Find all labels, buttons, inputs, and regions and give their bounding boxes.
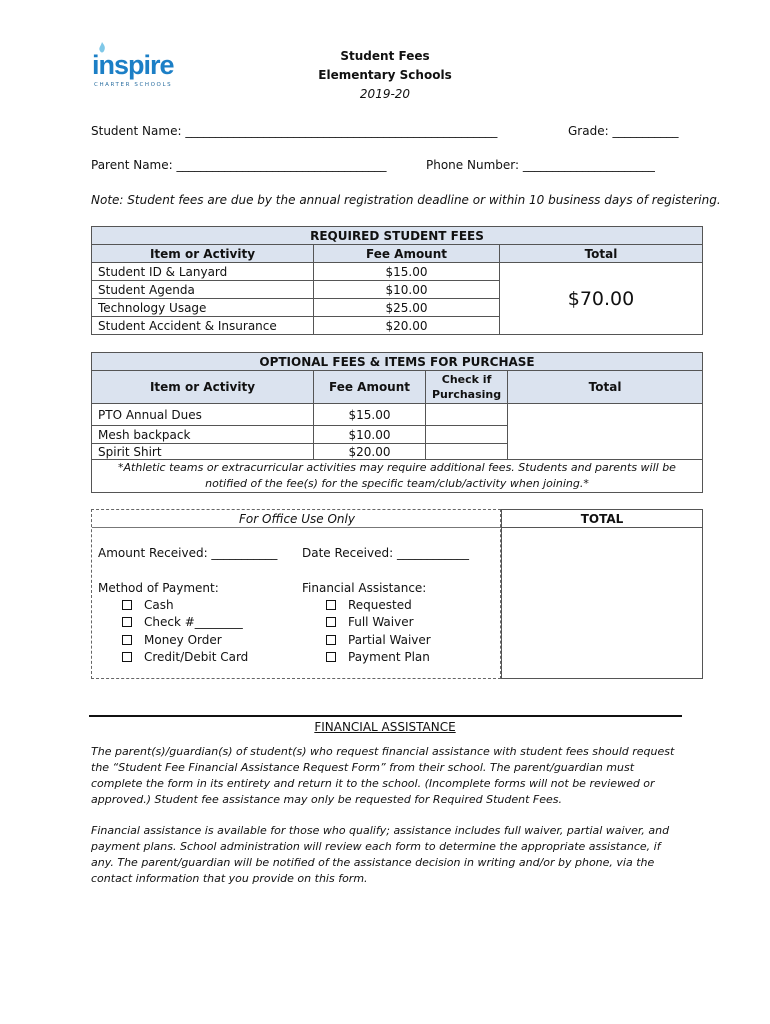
- athletics-footnote: *Athletic teams or extracurricular activities may require additional fees. Students and parents will be notified of the fee(s) for the specific team/club/activity when joining.*: [92, 460, 703, 493]
- required-col-fee: Fee Amount: [314, 245, 500, 263]
- required-total-value: $70.00: [500, 263, 703, 335]
- amount-received-field[interactable]: Amount Received: ___________: [98, 546, 278, 560]
- optional-item: Spirit Shirt: [92, 444, 314, 460]
- grade-field[interactable]: Grade: ___________: [568, 124, 679, 138]
- required-col-item: Item or Activity: [92, 245, 314, 263]
- office-total-box[interactable]: [501, 509, 703, 679]
- required-fee: $25.00: [314, 299, 500, 317]
- checkbox-icon[interactable]: [326, 652, 336, 662]
- phone-number-field[interactable]: Phone Number: ______________________: [426, 158, 655, 172]
- parent-name-field[interactable]: Parent Name: ___________________________________: [91, 158, 387, 172]
- payment-option[interactable]: Check #________: [122, 615, 243, 629]
- optional-fees-title: OPTIONAL FEES & ITEMS FOR PURCHASE: [92, 353, 703, 371]
- optional-col-fee: Fee Amount: [314, 371, 426, 404]
- section-divider: [89, 715, 682, 717]
- form-subtitle: Elementary Schools: [318, 68, 452, 82]
- purchase-check-cell[interactable]: [426, 404, 508, 426]
- optional-fee: $15.00: [314, 404, 426, 426]
- required-item: Student Accident & Insurance: [92, 317, 314, 335]
- purchase-check-cell[interactable]: [426, 426, 508, 444]
- payment-option[interactable]: Cash: [122, 598, 174, 612]
- assistance-option[interactable]: Requested: [326, 598, 412, 612]
- office-total-label: TOTAL: [502, 510, 702, 528]
- form-title: Student Fees: [340, 49, 430, 63]
- required-item: Student Agenda: [92, 281, 314, 299]
- required-fee: $15.00: [314, 263, 500, 281]
- checkbox-icon[interactable]: [326, 600, 336, 610]
- date-received-field[interactable]: Date Received: ____________: [302, 546, 469, 560]
- logo-wordmark: inspire: [92, 50, 174, 80]
- optional-col-total: Total: [508, 371, 703, 404]
- required-fees-title: REQUIRED STUDENT FEES: [92, 227, 703, 245]
- financial-assistance-title: FINANCIAL ASSISTANCE: [314, 720, 456, 734]
- optional-fee: $20.00: [314, 444, 426, 460]
- required-col-total: Total: [500, 245, 703, 263]
- payment-method-label: Method of Payment:: [98, 581, 219, 595]
- assistance-option[interactable]: Payment Plan: [326, 650, 430, 664]
- office-use-title: For Office Use Only: [92, 510, 502, 528]
- assistance-option[interactable]: Full Waiver: [326, 615, 414, 629]
- required-fees-table: [91, 226, 703, 335]
- financial-assistance-paragraph-2: Financial assistance is available for those who qualify; assistance includes full waiver, partial waiver, and payment plans. School administration will review each form to determine the appropriate assistance, if any. The parent/guardian will be notified of the assistance decision in writing and/or by phone, via the contact information that you provide on this form.: [91, 824, 670, 885]
- purchase-check-cell[interactable]: [426, 444, 508, 460]
- table-row: [92, 404, 703, 426]
- checkbox-icon[interactable]: [326, 617, 336, 627]
- optional-item: PTO Annual Dues: [92, 404, 314, 426]
- student-name-field[interactable]: Student Name: ____________________________________________________: [91, 124, 498, 138]
- checkbox-icon[interactable]: [122, 600, 132, 610]
- office-use-box: [91, 509, 501, 679]
- required-item: Student ID & Lanyard: [92, 263, 314, 281]
- optional-fees-table: [91, 352, 703, 493]
- optional-col-item: Item or Activity: [92, 371, 314, 404]
- due-date-note: Note: Student fees are due by the annual registration deadline or within 10 business days of registering.: [91, 193, 721, 207]
- optional-total-cell[interactable]: [508, 404, 703, 460]
- payment-option[interactable]: Credit/Debit Card: [122, 650, 248, 664]
- required-fee: $10.00: [314, 281, 500, 299]
- assistance-option[interactable]: Partial Waiver: [326, 633, 431, 647]
- checkbox-icon[interactable]: [122, 635, 132, 645]
- checkbox-icon[interactable]: [122, 652, 132, 662]
- school-year: 2019-20: [359, 87, 411, 101]
- required-fee: $20.00: [314, 317, 500, 335]
- payment-option[interactable]: Money Order: [122, 633, 222, 647]
- optional-fee: $10.00: [314, 426, 426, 444]
- logo-subtitle: CHARTER SCHOOLS: [94, 82, 173, 88]
- checkbox-icon[interactable]: [326, 635, 336, 645]
- required-item: Technology Usage: [92, 299, 314, 317]
- table-row: [92, 263, 703, 281]
- optional-col-check: Check if Purchasing: [426, 371, 508, 404]
- financial-assistance-label: Financial Assistance:: [302, 581, 427, 595]
- financial-assistance-paragraph-1: The parent(s)/guardian(s) of student(s) who request financial assistance with student fees should request the “Student Fee Financial Assistance Request Form” from their school. The parent/guardian must complete the form in its entirety and return it to the school. (Incomplete forms will not be reviewed or approved.) Student fee assistance may only be requested for Required Student Fees.: [91, 745, 675, 806]
- checkbox-icon[interactable]: [122, 617, 132, 627]
- optional-item: Mesh backpack: [92, 426, 314, 444]
